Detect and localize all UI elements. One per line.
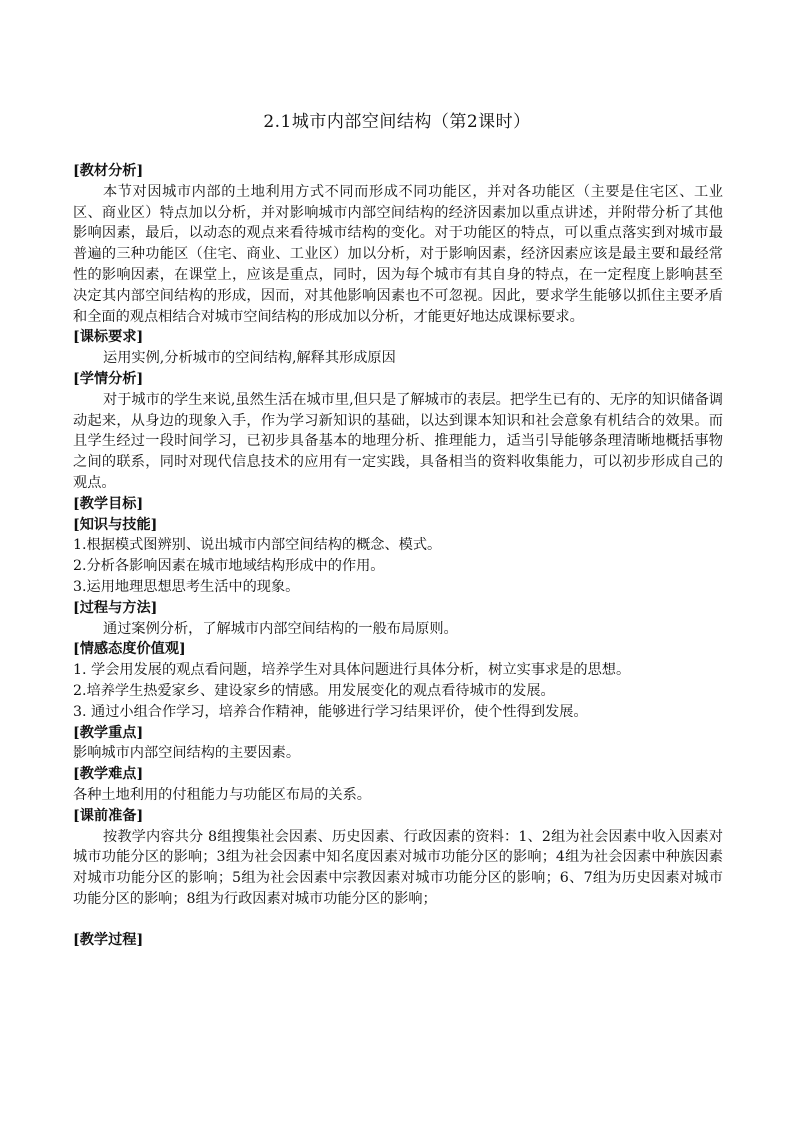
heading-xueqing: [学情分析]: [73, 370, 144, 387]
heading-guocheng: [过程与方法]: [73, 599, 158, 616]
list-item-qinggan-1: 1. 学会用发展的观点看问题，培养学生对具体问题进行具体分析，树立实事求是的思想。: [73, 662, 631, 679]
heading-zhongdian: [教学重点]: [73, 724, 144, 741]
heading-kebiao: [课标要求]: [73, 329, 144, 346]
paragraph-xueqing: 对于城市的学生来说,虽然生活在城市里,但只是了解城市的表层。把学生已有的、无序的知识储备调动起来，从身边的现象入手，作为学习新知识的基础，以达到课本知识和社会意象有机结合的效果。而且学生经过一段时间学习，已初步具备基本的地理分析、推理能力，适当引导能够条理清晰地概括事物之间的联系，同时对现代信息技术的应用有一定实践，具备相当的资料收集能力，可以初步形成自己的观点。: [73, 391, 723, 491]
list-item-zhishi-3: 3.运用地理思想思考生活中的现象。: [73, 578, 300, 595]
heading-keqian: [课前准备]: [73, 807, 144, 824]
heading-qinggan: [情感态度价值观]: [73, 641, 186, 658]
heading-zhishi: [知识与技能]: [73, 516, 158, 533]
paragraph-guocheng: 通过案例分析，了解城市内部空间结构的一般布局原则。: [103, 620, 458, 637]
paragraph-zhongdian: 影响城市内部空间结构的主要因素。: [73, 745, 301, 762]
document-body: [73, 161, 723, 951]
paragraph-nandian: 各种土地利用的付租能力与功能区布局的关系。: [73, 786, 371, 803]
list-item-zhishi-1: 1.根据模式图辨别、说出城市内部空间结构的概念、模式。: [73, 537, 442, 554]
list-item-qinggan-3: 3. 通过小组合作学习，培养合作精神，能够进行学习结果评价，使个性得到发展。: [73, 703, 588, 720]
paragraph-keqian: 按教学内容共分 8组搜集社会因素、历史因素、行政因素的资料：1、2组为社会因素中收入因素对城市功能分区的影响；3组为社会因素中知名度因素对城市功能分区的影响；4组为社会因素中种族因素对城市功能分区的影响；5组为社会因素中宗教因素对城市功能分区的影响；6、7组为历史因素对城市功能分区的影响；8组为行政因素对城市功能分区的影响；: [73, 828, 723, 907]
heading-jiaocai: [教材分析]: [73, 163, 144, 179]
paragraph-jiaocai: 本节对因城市内部的土地利用方式不同而形成不同功能区，并对各功能区（主要是住宅区、工业区、商业区）特点加以分析，并对影响城市内部空间结构的经济因素加以重点讲述，并附带分析了其他影响因素，最后，以动态的观点来看待城市结构的变化。对于功能区的特点，可以重点落实到对城市最普遍的三种功能区（住宅、商业、工业区）加以分析，对于影响因素，经济因素应该是最主要和最经常性的影响因素，在课堂上，应该是重点，同时，因为每个城市有其自身的特点，在一定程度上影响甚至决定其内部空间结构的形成，因而，对其他影响因素也不可忽视。因此，要求学生能够以抓住主要矛盾和全面的观点相结合对城市空间结构的形成加以分析，才能更好地达成课标要求。: [73, 183, 723, 325]
list-item-qinggan-2: 2.培养学生热爱家乡、建设家乡的情感。用发展变化的观点看待城市的发展。: [73, 682, 555, 699]
heading-nandian: [教学难点]: [73, 766, 144, 783]
heading-jiaoxue-guocheng: [教学过程]: [73, 932, 144, 949]
list-item-zhishi-2: 2.分析各影响因素在城市地域结构形成中的作用。: [73, 558, 385, 575]
document-title: 2.1城市内部空间结构（第2课时）: [263, 112, 531, 132]
paragraph-kebiao: 运用实例,分析城市的空间结构,解释其形成原因: [103, 350, 396, 367]
heading-mubiao: [教学目标]: [73, 495, 144, 512]
blank-line: [73, 910, 723, 931]
